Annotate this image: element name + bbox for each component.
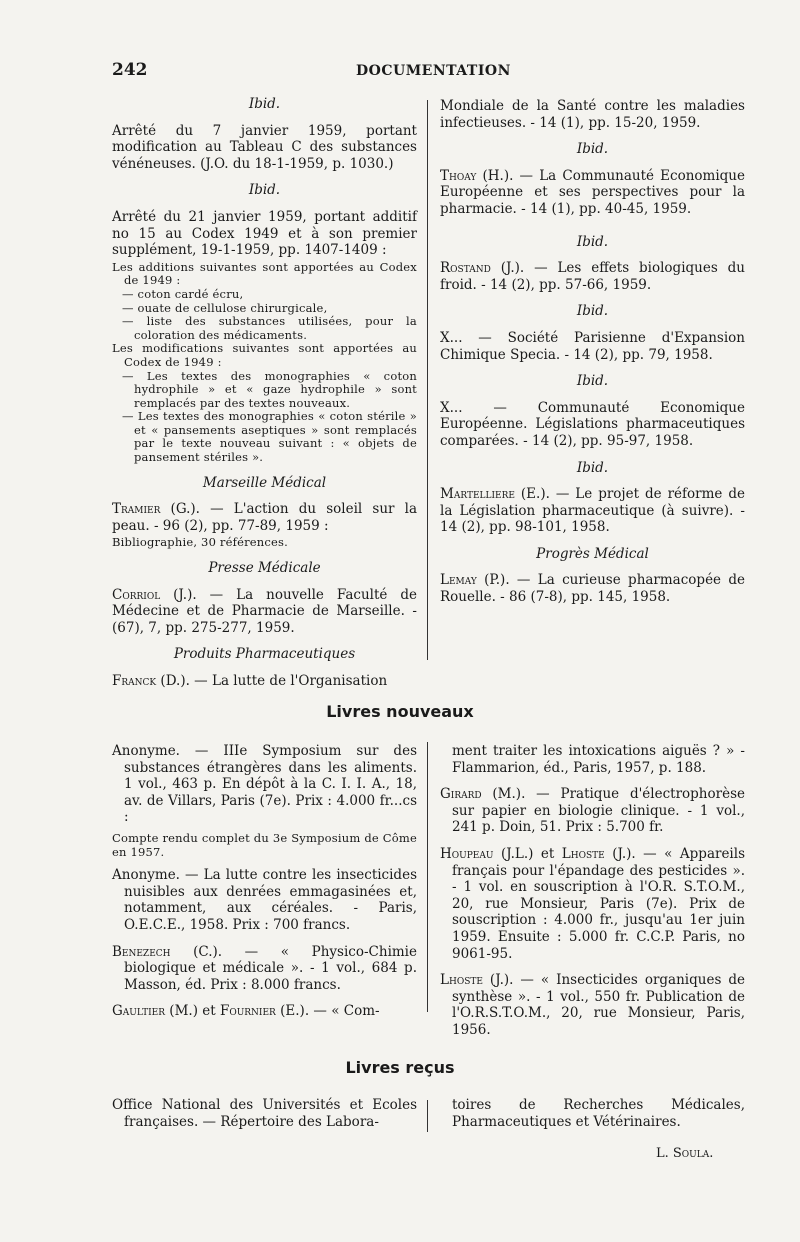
book-entry [440,846,745,962]
note-line: — coton cardé écru, [122,286,244,301]
entry [440,572,745,605]
entry: Arrêté du 21 janvier 1959, portant additif no 15 au Codex 1949 et à son premier supplément, 19-1-1959, pp. 1407-1409 : [112,208,417,259]
entry [112,587,417,637]
entry-text: (J.L.) et [493,845,562,862]
entry [440,168,745,218]
entry-text: (E.). — « Com- [275,1003,380,1020]
author: Girard [440,786,482,803]
entry-text: (E.). — Le projet de réforme de la Législation pharmaceutique (à suivre). - 14 (2), pp. 98-101, 1958. [440,486,745,536]
note-line: Les additions suivantes sont apportées au Codex de 1949 : [112,259,417,288]
author: Rostand [440,260,491,277]
book-entry: toires de Recherches Médicales, Pharmaceutiques et Vétérinaires. [452,1097,745,1130]
signature: L. Soula. [656,1146,714,1161]
top-right-column [440,98,745,616]
column-divider [427,742,428,1012]
journal-heading: Ibid. [576,373,609,390]
entry-text: (J.). — « Insecticides organiques de synthèse ». - 1 vol., 550 fr. Publication de l'O.R.S.T.O.M., 20, rue Monsieur, Paris, 1956. [452,972,745,1038]
entry: Mondiale de la Santé contre les maladies infectieuses. - 14 (1), pp. 15-20, 1959. [440,98,745,131]
entry-text: (C.). — « Physico-Chimie biologique et médicale ». - 1 vol., 684 p. Masson, éd. Prix : 8.000 francs. [124,943,417,993]
journal-heading: Ibid. [576,141,609,158]
journal-heading: Ibid. [248,96,281,112]
entry-text: (J.). — Les effets biologiques du froid. - 14 (2), pp. 57-66, 1959. [440,260,745,293]
author: Lhoste [440,972,483,989]
livres-nouveaux-left [112,743,417,1030]
author: Fournier [219,1003,276,1020]
book-entry [112,944,417,994]
entry-text: (J.). — La nouvelle Faculté de Médecine et de Pharmacie de Marseille. - (67), 7, pp. 275-277, 1959. [112,586,417,636]
entry-text: (M.). — Pratique d'électrophorèse sur papier en biologie clinique. - 1 vol., 241 p. Doin, 51. Prix : 5.700 fr. [452,786,745,836]
note-line: Les modifications suivantes sont apportées au Codex de 1949 : [112,341,417,369]
author: Houpeau [440,845,494,862]
note-line: — ouate de cellulose chirurgicale, [122,300,328,315]
entry [440,260,745,293]
journal-heading: Presse Médicale [208,560,321,577]
author: Thoay [440,167,477,184]
page-number: 242 [112,60,148,80]
entry: X... — Société Parisienne d'Expansion Chimique Specia. - 14 (2), pp. 79, 1958. [440,329,745,363]
entry-note [112,261,417,465]
book-entry [440,972,745,1038]
author: Lhoste [561,845,605,862]
entry: X... — Communauté Economique Européenne. Législations pharmaceutiques comparées. - 14 (2), pp. 95-97, 1958. [440,399,745,449]
livres-recus-right [440,1097,745,1140]
author: Franck [112,673,157,689]
entry-text: (G.). — L'action du soleil sur la peau. - 96 (2), pp. 77-89, 1959 : [112,501,417,534]
top-left-column [112,96,417,700]
entry: Arrêté du 7 janvier 1959, portant modification au Tableau C des substances vénéneuses. (J.O. du 18-1-1959, p. 1030.) [112,122,417,172]
book-entry: Office National des Universités et Ecoles françaises. — Répertoire des Labora- [112,1097,417,1130]
entry-text: (P.). — La curieuse pharmacopée de Rouelle. - 86 (7-8), pp. 145, 1958. [440,572,745,606]
entry [112,673,417,690]
entry-text: (D.). — La lutte de l'Organisation [156,673,388,689]
entry-note: Bibliographie, 30 références. [112,535,289,550]
note-line: — Les textes des monographies « coton stérile » et « pansements aseptiques » sont remplacés par le texte nouveau suivant : « objets de pansement stériles ». [122,409,417,465]
journal-heading: Produits Pharmaceutiques [173,646,356,663]
running-head: DOCUMENTATION [356,63,511,79]
journal-heading: Ibid. [576,233,609,250]
author: Lemay [440,572,477,589]
note-line: — Les textes des monographies « coton hydrophile » et « gaze hydrophile » sont remplacés par des textes nouveaux. [122,368,417,410]
book-entry [440,786,745,836]
journal-heading: Ibid. [576,459,609,476]
journal-heading: Ibid. [576,303,609,320]
journal-heading: Progrès Médical [536,545,649,562]
livres-recus-left [112,1097,417,1140]
entry [112,501,417,534]
entry-text: (M.) et [165,1003,220,1020]
author: Gaultier [112,1003,166,1020]
livres-nouveaux-right [440,743,745,1049]
entry [440,486,745,536]
author: Benezech [112,943,171,960]
entry-note: Compte rendu complet du 3e Symposium de Côme en 1957. [112,830,417,859]
journal-heading: Ibid. [248,182,281,199]
author: Martelliere [440,486,515,503]
entry-text: (J.). — « Appareils français pour l'épandage des pesticides ». - 1 vol. en souscription à l'O.R. S.T.O.M., 20, rue Monsieur, Paris (7e). Prix de souscription : 4.000 fr., jusqu'au 1er juin 1959. Ensuite : 5.000 fr. C.C.P. Paris, no 9061-95. [452,845,745,962]
book-entry [112,1003,417,1020]
book-entry: ment traiter les intoxications aiguës ? » - Flammarion, éd., Paris, 1957, p. 188. [452,743,745,776]
note-line: — liste des substances utilisées, pour la coloration des médicaments. [122,314,417,342]
column-divider [427,1100,428,1132]
entry-text: (H.). — La Communauté Economique Européenne et ses perspectives pour la pharmacie. - 14 (1), pp. 40-45, 1959. [440,167,745,217]
column-divider [427,100,428,660]
author: Tramier [112,501,161,518]
section-title-livres-recus: Livres reçus [345,1058,455,1077]
section-title-livres-nouveaux: Livres nouveaux [326,702,474,721]
book-entry: Anonyme. — IIIe Symposium sur des substances étrangères dans les aliments. 1 vol., 463 p. En dépôt à la C. I. I. A., 18, av. de Villars, Paris (7e). Prix : 4.000 fr...cs : [112,743,417,826]
journal-heading: Marseille Médical [202,474,327,491]
author: Corriol [112,586,161,603]
book-entry: Anonyme. — La lutte contre les insecticides nuisibles aux denrées emmagasinées et, notamment, aux céréales. - Paris, O.E.C.E., 1958. Prix : 700 francs. [112,867,417,933]
